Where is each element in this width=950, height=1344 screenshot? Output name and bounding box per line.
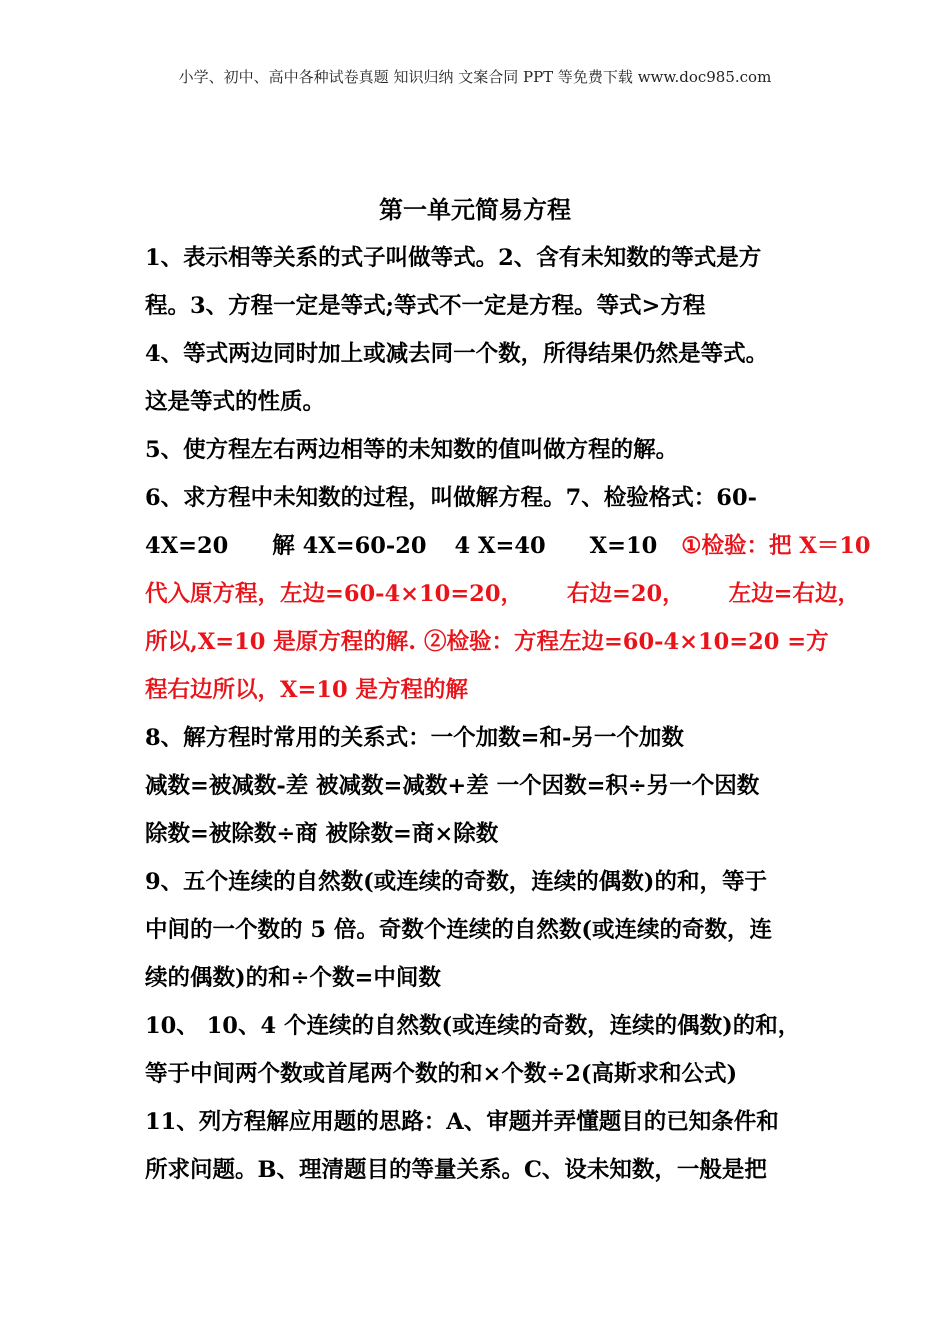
- text-line-15: 等于中间两个数或首尾两个数的和×个数÷2(高斯求和公式): [145, 1061, 738, 1087]
- equation-step-3: 4 X=40: [454, 533, 546, 559]
- equation-line: [145, 522, 871, 570]
- text-line-14: 10、 10、4 个连续的自然数(或连续的奇数，连续的偶数)的和，: [145, 1013, 801, 1039]
- text-line-9: 减数=被减数-差 被减数=减数+差 一个因数=积÷另一个因数: [145, 773, 760, 799]
- text-line-17: 所求问题。B、理清题目的等量关系。C、设未知数，一般是把: [145, 1157, 767, 1183]
- check-line-3: 程右边所以，X=10 是方程的解: [145, 677, 468, 703]
- check-line-2: 所以,X=10 是原方程的解. ②检验：方程左边=60-4×10=20 =方: [145, 629, 829, 655]
- text-line-11: 9、五个连续的自然数(或连续的奇数，连续的偶数)的和，等于: [145, 869, 767, 895]
- text-line-6: 6、求方程中未知数的过程，叫做解方程。7、检验格式：60-: [145, 485, 757, 511]
- check-right-side: 右边=20，: [567, 581, 685, 607]
- text-line-8: 8、解方程时常用的关系式：一个加数=和-另一个加数: [145, 725, 684, 751]
- check-method-1: ①检验：把 X＝10: [681, 533, 871, 559]
- equation-step-1: 4X=20: [145, 533, 229, 559]
- page-title: 第一单元简易方程: [379, 195, 571, 224]
- text-line-16: 11、列方程解应用题的思路：A、审题并弄懂题目的已知条件和: [145, 1109, 779, 1135]
- equation-step-2: 解 4X=60-20: [272, 533, 427, 559]
- equation-step-4: X=10: [589, 533, 658, 559]
- page-header: 小学、初中、高中各种试卷真题 知识归纳 文案合同 PPT 等免费下载 www.doc985.com: [178, 68, 772, 86]
- check-line-1: [145, 570, 861, 618]
- text-line-4: 这是等式的性质。: [145, 389, 326, 415]
- text-line-13: 续的偶数)的和÷个数=中间数: [145, 965, 441, 991]
- text-line-2: 程。3、方程一定是等式;等式不一定是方程。等式>方程: [145, 293, 706, 319]
- text-line-1: 1、表示相等关系的式子叫做等式。2、含有未知数的等式是方: [145, 245, 762, 271]
- check-equal: 左边=右边，: [728, 581, 861, 607]
- document-body: [145, 234, 871, 1194]
- text-line-12: 中间的一个数的 5 倍。奇数个连续的自然数(或连续的奇数，连: [145, 917, 772, 943]
- text-line-3: 4、等式两边同时加上或减去同一个数，所得结果仍然是等式。: [145, 341, 769, 367]
- text-line-10: 除数=被除数÷商 被除数=商×除数: [145, 821, 499, 847]
- text-line-5: 5、使方程左右两边相等的未知数的值叫做方程的解。: [145, 437, 679, 463]
- check-left-side: 代入原方程，左边=60-4×10=20，: [145, 581, 523, 607]
